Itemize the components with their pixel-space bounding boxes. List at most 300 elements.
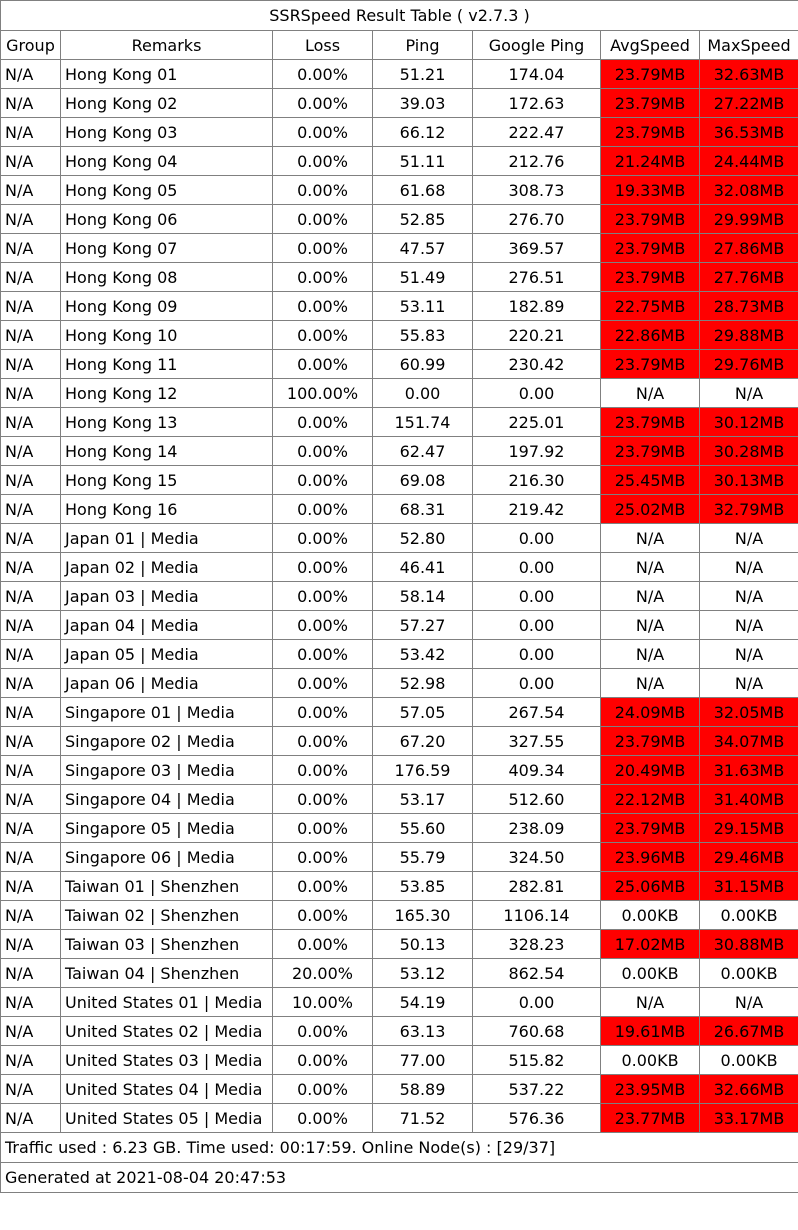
cell-loss: 100.00% xyxy=(273,379,373,408)
cell-ping: 66.12 xyxy=(373,118,473,147)
cell-group: N/A xyxy=(1,988,61,1017)
cell-group: N/A xyxy=(1,843,61,872)
cell-ping: 53.42 xyxy=(373,640,473,669)
cell-max-speed: 27.76MB xyxy=(700,263,798,292)
cell-avg-speed: 23.77MB xyxy=(601,1104,700,1133)
cell-remarks: Hong Kong 06 xyxy=(61,205,273,234)
title-row xyxy=(1,1,798,31)
cell-ping: 55.79 xyxy=(373,843,473,872)
cell-avg-speed: N/A xyxy=(601,611,700,640)
table-row xyxy=(1,495,798,524)
table-row xyxy=(1,118,798,147)
traffic-summary: Traffic used : 6.23 GB. Time used: 00:17:59. Online Node(s) : [29/37] xyxy=(1,1133,798,1163)
cell-group: N/A xyxy=(1,263,61,292)
table-row xyxy=(1,553,798,582)
cell-google-ping: 276.70 xyxy=(473,205,601,234)
cell-group: N/A xyxy=(1,669,61,698)
cell-google-ping: 0.00 xyxy=(473,524,601,553)
cell-loss: 0.00% xyxy=(273,524,373,553)
cell-remarks: Japan 02 | Media xyxy=(61,553,273,582)
cell-remarks: Hong Kong 13 xyxy=(61,408,273,437)
cell-google-ping: 182.89 xyxy=(473,292,601,321)
cell-loss: 0.00% xyxy=(273,698,373,727)
generated-timestamp: Generated at 2021-08-04 20:47:53 xyxy=(1,1163,798,1193)
cell-max-speed: N/A xyxy=(700,379,798,408)
cell-max-speed: 30.12MB xyxy=(700,408,798,437)
table-row xyxy=(1,872,798,901)
cell-loss: 0.00% xyxy=(273,669,373,698)
cell-remarks: Hong Kong 15 xyxy=(61,466,273,495)
cell-avg-speed: 23.79MB xyxy=(601,408,700,437)
cell-group: N/A xyxy=(1,1104,61,1133)
cell-remarks: United States 01 | Media xyxy=(61,988,273,1017)
cell-ping: 63.13 xyxy=(373,1017,473,1046)
cell-max-speed: 30.13MB xyxy=(700,466,798,495)
cell-google-ping: 369.57 xyxy=(473,234,601,263)
cell-max-speed: 31.15MB xyxy=(700,872,798,901)
cell-loss: 0.00% xyxy=(273,350,373,379)
cell-group: N/A xyxy=(1,495,61,524)
cell-google-ping: 324.50 xyxy=(473,843,601,872)
cell-avg-speed: 23.79MB xyxy=(601,727,700,756)
cell-google-ping: 276.51 xyxy=(473,263,601,292)
cell-remarks: Japan 05 | Media xyxy=(61,640,273,669)
cell-group: N/A xyxy=(1,176,61,205)
cell-loss: 0.00% xyxy=(273,60,373,89)
cell-ping: 55.83 xyxy=(373,321,473,350)
cell-loss: 0.00% xyxy=(273,292,373,321)
cell-ping: 57.05 xyxy=(373,698,473,727)
table-row xyxy=(1,1075,798,1104)
cell-avg-speed: 20.49MB xyxy=(601,756,700,785)
table-row xyxy=(1,698,798,727)
cell-ping: 68.31 xyxy=(373,495,473,524)
table-row xyxy=(1,1017,798,1046)
cell-google-ping: 267.54 xyxy=(473,698,601,727)
cell-ping: 58.89 xyxy=(373,1075,473,1104)
cell-remarks: Hong Kong 09 xyxy=(61,292,273,321)
cell-remarks: Hong Kong 07 xyxy=(61,234,273,263)
cell-remarks: Japan 06 | Media xyxy=(61,669,273,698)
cell-avg-speed: 25.06MB xyxy=(601,872,700,901)
cell-avg-speed: 23.96MB xyxy=(601,843,700,872)
cell-remarks: Hong Kong 12 xyxy=(61,379,273,408)
cell-ping: 52.85 xyxy=(373,205,473,234)
cell-ping: 62.47 xyxy=(373,437,473,466)
cell-group: N/A xyxy=(1,872,61,901)
cell-group: N/A xyxy=(1,756,61,785)
table-row xyxy=(1,321,798,350)
cell-avg-speed: 23.79MB xyxy=(601,205,700,234)
cell-avg-speed: 22.75MB xyxy=(601,292,700,321)
cell-max-speed: 32.63MB xyxy=(700,60,798,89)
cell-remarks: Singapore 05 | Media xyxy=(61,814,273,843)
cell-loss: 0.00% xyxy=(273,611,373,640)
cell-avg-speed: 19.61MB xyxy=(601,1017,700,1046)
cell-group: N/A xyxy=(1,524,61,553)
cell-max-speed: 34.07MB xyxy=(700,727,798,756)
cell-max-speed: 29.88MB xyxy=(700,321,798,350)
table-row xyxy=(1,524,798,553)
column-header-avg-speed: AvgSpeed xyxy=(601,31,700,60)
cell-max-speed: 24.44MB xyxy=(700,147,798,176)
cell-loss: 0.00% xyxy=(273,640,373,669)
cell-google-ping: 0.00 xyxy=(473,669,601,698)
cell-max-speed: 30.28MB xyxy=(700,437,798,466)
cell-loss: 0.00% xyxy=(273,872,373,901)
cell-group: N/A xyxy=(1,147,61,176)
cell-google-ping: 576.36 xyxy=(473,1104,601,1133)
cell-group: N/A xyxy=(1,292,61,321)
table-row xyxy=(1,901,798,930)
cell-google-ping: 409.34 xyxy=(473,756,601,785)
footer-traffic-row xyxy=(1,1133,798,1163)
cell-google-ping: 197.92 xyxy=(473,437,601,466)
cell-max-speed: 32.08MB xyxy=(700,176,798,205)
cell-group: N/A xyxy=(1,1075,61,1104)
table-row xyxy=(1,263,798,292)
table-row xyxy=(1,988,798,1017)
cell-max-speed: 30.88MB xyxy=(700,930,798,959)
cell-ping: 53.12 xyxy=(373,959,473,988)
cell-remarks: Hong Kong 02 xyxy=(61,89,273,118)
table-row xyxy=(1,959,798,988)
cell-remarks: Singapore 03 | Media xyxy=(61,756,273,785)
cell-ping: 61.68 xyxy=(373,176,473,205)
cell-group: N/A xyxy=(1,582,61,611)
cell-max-speed: N/A xyxy=(700,640,798,669)
cell-ping: 53.85 xyxy=(373,872,473,901)
cell-max-speed: 31.40MB xyxy=(700,785,798,814)
cell-remarks: Taiwan 04 | Shenzhen xyxy=(61,959,273,988)
cell-group: N/A xyxy=(1,959,61,988)
cell-avg-speed: N/A xyxy=(601,988,700,1017)
cell-loss: 0.00% xyxy=(273,495,373,524)
cell-max-speed: 29.46MB xyxy=(700,843,798,872)
cell-loss: 0.00% xyxy=(273,843,373,872)
cell-loss: 0.00% xyxy=(273,553,373,582)
cell-max-speed: 26.67MB xyxy=(700,1017,798,1046)
cell-ping: 165.30 xyxy=(373,901,473,930)
cell-avg-speed: 0.00KB xyxy=(601,901,700,930)
cell-google-ping: 862.54 xyxy=(473,959,601,988)
cell-avg-speed: 0.00KB xyxy=(601,1046,700,1075)
cell-group: N/A xyxy=(1,785,61,814)
cell-group: N/A xyxy=(1,60,61,89)
cell-google-ping: 282.81 xyxy=(473,872,601,901)
cell-google-ping: 760.68 xyxy=(473,1017,601,1046)
column-header-loss: Loss xyxy=(273,31,373,60)
cell-google-ping: 0.00 xyxy=(473,553,601,582)
cell-remarks: Hong Kong 10 xyxy=(61,321,273,350)
cell-max-speed: 27.86MB xyxy=(700,234,798,263)
cell-ping: 67.20 xyxy=(373,727,473,756)
cell-avg-speed: N/A xyxy=(601,640,700,669)
cell-ping: 71.52 xyxy=(373,1104,473,1133)
cell-ping: 53.11 xyxy=(373,292,473,321)
cell-ping: 57.27 xyxy=(373,611,473,640)
cell-google-ping: 327.55 xyxy=(473,727,601,756)
cell-loss: 0.00% xyxy=(273,785,373,814)
cell-remarks: Hong Kong 14 xyxy=(61,437,273,466)
cell-max-speed: 27.22MB xyxy=(700,89,798,118)
cell-google-ping: 220.21 xyxy=(473,321,601,350)
cell-loss: 0.00% xyxy=(273,321,373,350)
cell-ping: 60.99 xyxy=(373,350,473,379)
cell-ping: 51.49 xyxy=(373,263,473,292)
cell-google-ping: 0.00 xyxy=(473,640,601,669)
cell-avg-speed: 22.12MB xyxy=(601,785,700,814)
table-row xyxy=(1,205,798,234)
cell-ping: 69.08 xyxy=(373,466,473,495)
cell-loss: 10.00% xyxy=(273,988,373,1017)
cell-google-ping: 216.30 xyxy=(473,466,601,495)
table-row xyxy=(1,785,798,814)
cell-group: N/A xyxy=(1,814,61,843)
cell-remarks: Taiwan 03 | Shenzhen xyxy=(61,930,273,959)
cell-loss: 0.00% xyxy=(273,901,373,930)
cell-google-ping: 238.09 xyxy=(473,814,601,843)
cell-loss: 0.00% xyxy=(273,408,373,437)
cell-avg-speed: 23.79MB xyxy=(601,89,700,118)
cell-remarks: United States 05 | Media xyxy=(61,1104,273,1133)
table-row xyxy=(1,814,798,843)
cell-avg-speed: 23.95MB xyxy=(601,1075,700,1104)
table-row xyxy=(1,408,798,437)
cell-avg-speed: N/A xyxy=(601,582,700,611)
cell-ping: 51.21 xyxy=(373,60,473,89)
cell-avg-speed: 25.02MB xyxy=(601,495,700,524)
cell-max-speed: 29.76MB xyxy=(700,350,798,379)
cell-ping: 52.80 xyxy=(373,524,473,553)
cell-max-speed: 31.63MB xyxy=(700,756,798,785)
cell-loss: 0.00% xyxy=(273,466,373,495)
cell-group: N/A xyxy=(1,727,61,756)
table-row xyxy=(1,379,798,408)
cell-max-speed: 33.17MB xyxy=(700,1104,798,1133)
cell-remarks: Hong Kong 03 xyxy=(61,118,273,147)
cell-ping: 53.17 xyxy=(373,785,473,814)
column-header-remarks: Remarks xyxy=(61,31,273,60)
cell-loss: 20.00% xyxy=(273,959,373,988)
cell-max-speed: 0.00KB xyxy=(700,959,798,988)
cell-google-ping: 172.63 xyxy=(473,89,601,118)
cell-loss: 0.00% xyxy=(273,756,373,785)
cell-group: N/A xyxy=(1,379,61,408)
cell-max-speed: N/A xyxy=(700,669,798,698)
cell-group: N/A xyxy=(1,350,61,379)
cell-avg-speed: 17.02MB xyxy=(601,930,700,959)
cell-remarks: Singapore 01 | Media xyxy=(61,698,273,727)
cell-loss: 0.00% xyxy=(273,582,373,611)
cell-avg-speed: 24.09MB xyxy=(601,698,700,727)
cell-avg-speed: 23.79MB xyxy=(601,234,700,263)
cell-group: N/A xyxy=(1,321,61,350)
cell-loss: 0.00% xyxy=(273,205,373,234)
cell-avg-speed: 23.79MB xyxy=(601,263,700,292)
cell-max-speed: 32.79MB xyxy=(700,495,798,524)
cell-max-speed: 0.00KB xyxy=(700,901,798,930)
cell-group: N/A xyxy=(1,466,61,495)
cell-remarks: Hong Kong 01 xyxy=(61,60,273,89)
table-row xyxy=(1,727,798,756)
cell-avg-speed: 23.79MB xyxy=(601,350,700,379)
cell-avg-speed: N/A xyxy=(601,524,700,553)
table-row xyxy=(1,437,798,466)
table-row xyxy=(1,1104,798,1133)
cell-group: N/A xyxy=(1,408,61,437)
cell-ping: 151.74 xyxy=(373,408,473,437)
table-row xyxy=(1,466,798,495)
cell-loss: 0.00% xyxy=(273,727,373,756)
cell-ping: 58.14 xyxy=(373,582,473,611)
cell-google-ping: 0.00 xyxy=(473,379,601,408)
cell-loss: 0.00% xyxy=(273,930,373,959)
cell-google-ping: 0.00 xyxy=(473,611,601,640)
header-row xyxy=(1,31,798,60)
table-row xyxy=(1,930,798,959)
cell-google-ping: 1106.14 xyxy=(473,901,601,930)
cell-group: N/A xyxy=(1,1046,61,1075)
cell-avg-speed: N/A xyxy=(601,553,700,582)
cell-group: N/A xyxy=(1,698,61,727)
cell-max-speed: N/A xyxy=(700,553,798,582)
cell-group: N/A xyxy=(1,437,61,466)
cell-loss: 0.00% xyxy=(273,147,373,176)
cell-avg-speed: N/A xyxy=(601,379,700,408)
cell-remarks: Taiwan 01 | Shenzhen xyxy=(61,872,273,901)
cell-google-ping: 222.47 xyxy=(473,118,601,147)
table-row xyxy=(1,1046,798,1075)
cell-ping: 46.41 xyxy=(373,553,473,582)
cell-group: N/A xyxy=(1,1017,61,1046)
cell-max-speed: 0.00KB xyxy=(700,1046,798,1075)
cell-avg-speed: 23.79MB xyxy=(601,814,700,843)
cell-remarks: Taiwan 02 | Shenzhen xyxy=(61,901,273,930)
cell-remarks: Singapore 06 | Media xyxy=(61,843,273,872)
table-row xyxy=(1,640,798,669)
column-header-google-ping: Google Ping xyxy=(473,31,601,60)
cell-google-ping: 0.00 xyxy=(473,582,601,611)
cell-group: N/A xyxy=(1,930,61,959)
cell-ping: 39.03 xyxy=(373,89,473,118)
cell-loss: 0.00% xyxy=(273,118,373,147)
cell-max-speed: 28.73MB xyxy=(700,292,798,321)
table-row xyxy=(1,147,798,176)
table-row xyxy=(1,843,798,872)
table-row xyxy=(1,89,798,118)
cell-google-ping: 328.23 xyxy=(473,930,601,959)
cell-remarks: Japan 04 | Media xyxy=(61,611,273,640)
cell-ping: 51.11 xyxy=(373,147,473,176)
cell-loss: 0.00% xyxy=(273,263,373,292)
cell-google-ping: 0.00 xyxy=(473,988,601,1017)
column-header-ping: Ping xyxy=(373,31,473,60)
column-header-max-speed: MaxSpeed xyxy=(700,31,798,60)
cell-loss: 0.00% xyxy=(273,1046,373,1075)
cell-avg-speed: 23.79MB xyxy=(601,437,700,466)
cell-google-ping: 225.01 xyxy=(473,408,601,437)
cell-group: N/A xyxy=(1,640,61,669)
cell-max-speed: 36.53MB xyxy=(700,118,798,147)
column-header-group: Group xyxy=(1,31,61,60)
cell-ping: 52.98 xyxy=(373,669,473,698)
cell-loss: 0.00% xyxy=(273,89,373,118)
cell-group: N/A xyxy=(1,234,61,263)
cell-remarks: Japan 03 | Media xyxy=(61,582,273,611)
cell-google-ping: 512.60 xyxy=(473,785,601,814)
table-row xyxy=(1,176,798,205)
table-row xyxy=(1,611,798,640)
table-row xyxy=(1,234,798,263)
cell-max-speed: N/A xyxy=(700,524,798,553)
table-body xyxy=(1,60,798,1133)
table-row xyxy=(1,350,798,379)
cell-remarks: United States 03 | Media xyxy=(61,1046,273,1075)
cell-loss: 0.00% xyxy=(273,1075,373,1104)
cell-avg-speed: 22.86MB xyxy=(601,321,700,350)
cell-remarks: Hong Kong 05 xyxy=(61,176,273,205)
cell-remarks: Hong Kong 16 xyxy=(61,495,273,524)
cell-google-ping: 219.42 xyxy=(473,495,601,524)
cell-max-speed: 29.99MB xyxy=(700,205,798,234)
cell-loss: 0.00% xyxy=(273,437,373,466)
cell-google-ping: 515.82 xyxy=(473,1046,601,1075)
cell-ping: 47.57 xyxy=(373,234,473,263)
cell-avg-speed: 0.00KB xyxy=(601,959,700,988)
cell-max-speed: N/A xyxy=(700,611,798,640)
table-row xyxy=(1,669,798,698)
table-row xyxy=(1,756,798,785)
cell-ping: 55.60 xyxy=(373,814,473,843)
cell-remarks: Japan 01 | Media xyxy=(61,524,273,553)
cell-google-ping: 174.04 xyxy=(473,60,601,89)
cell-max-speed: 29.15MB xyxy=(700,814,798,843)
cell-google-ping: 230.42 xyxy=(473,350,601,379)
cell-loss: 0.00% xyxy=(273,176,373,205)
cell-google-ping: 308.73 xyxy=(473,176,601,205)
cell-max-speed: N/A xyxy=(700,988,798,1017)
cell-group: N/A xyxy=(1,89,61,118)
cell-avg-speed: 21.24MB xyxy=(601,147,700,176)
table-row xyxy=(1,60,798,89)
cell-max-speed: 32.05MB xyxy=(700,698,798,727)
cell-ping: 176.59 xyxy=(373,756,473,785)
cell-ping: 50.13 xyxy=(373,930,473,959)
cell-group: N/A xyxy=(1,553,61,582)
cell-avg-speed: 23.79MB xyxy=(601,60,700,89)
table-title: SSRSpeed Result Table ( v2.7.3 ) xyxy=(1,1,798,31)
cell-group: N/A xyxy=(1,205,61,234)
cell-remarks: United States 04 | Media xyxy=(61,1075,273,1104)
cell-avg-speed: 23.79MB xyxy=(601,118,700,147)
cell-remarks: Hong Kong 04 xyxy=(61,147,273,176)
footer-generated-row xyxy=(1,1163,798,1193)
cell-ping: 54.19 xyxy=(373,988,473,1017)
cell-ping: 77.00 xyxy=(373,1046,473,1075)
cell-loss: 0.00% xyxy=(273,1104,373,1133)
cell-loss: 0.00% xyxy=(273,234,373,263)
cell-max-speed: 32.66MB xyxy=(700,1075,798,1104)
cell-loss: 0.00% xyxy=(273,814,373,843)
cell-google-ping: 212.76 xyxy=(473,147,601,176)
cell-google-ping: 537.22 xyxy=(473,1075,601,1104)
cell-remarks: Hong Kong 08 xyxy=(61,263,273,292)
table-row xyxy=(1,292,798,321)
cell-group: N/A xyxy=(1,611,61,640)
cell-group: N/A xyxy=(1,901,61,930)
cell-avg-speed: 25.45MB xyxy=(601,466,700,495)
